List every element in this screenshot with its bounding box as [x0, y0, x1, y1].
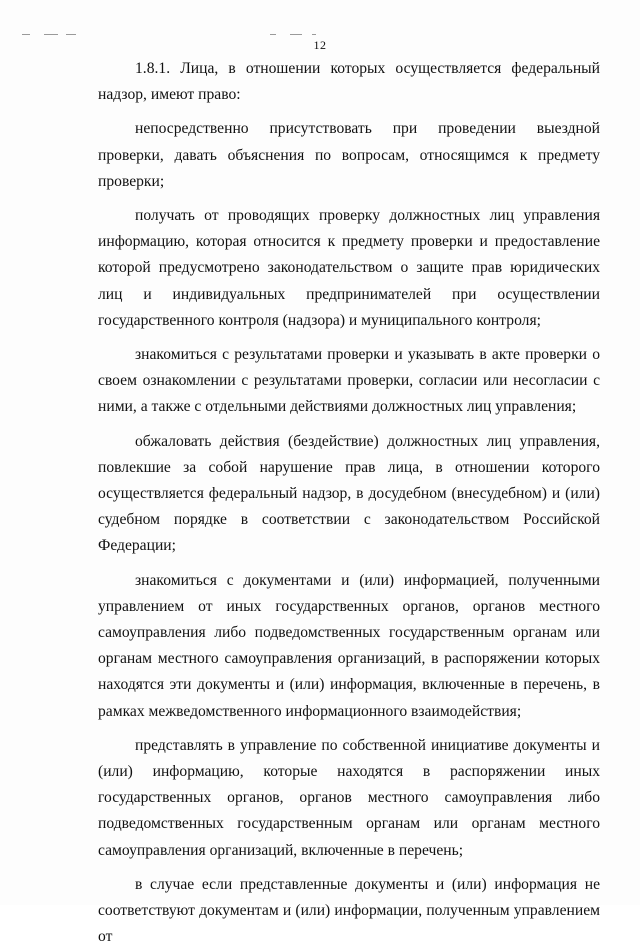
- paragraph-right-mismatch: в случае если представленные документы и (или) информация не соответствуют документам и (или) информации, полученным управлением от: [98, 875, 600, 946]
- paragraph-right-review-results: знакомиться с результатами проверки и указывать в акте проверки о своем ознакомлении с результатами проверки, согласии или несогласии с ними, а также с отдельными действиями должностных лиц управления;: [98, 346, 600, 416]
- document-body: [98, 56, 600, 951]
- page-number: 12: [313, 38, 327, 52]
- paragraph-right-review-documents: знакомиться с документами и (или) информацией, полученными управлением от иных государственных органов, органов местного самоуправления либо подведомственных государственным органам или органам местного самоуправления организаций, в распоряжении которых находятся эти документы и (или) информация, включенные в перечень, в рамках межведомственного информационного взаимодействия;: [98, 571, 600, 720]
- scan-artifact: [44, 34, 58, 35]
- paragraph-right-receive-info: получать от проводящих проверку должностных лиц управления информацию, которая относится к предмету проверки и предоставление которой предусмотрено законодательством о защите прав юридических лиц и индивидуальных предпринимателей при осуществлении государственного контроля (надзора) и муниципального контроля;: [98, 207, 600, 329]
- scan-artifact: [66, 34, 76, 35]
- paragraph-section-1-8-1: 1.8.1. Лица, в отношении которых осуществляется федеральный надзор, имеют право:: [98, 60, 600, 104]
- paragraph-right-attend: непосредственно присутствовать при проведении выездной проверки, давать объяснения по вопросам, относящимся к предмету проверки;: [98, 120, 600, 190]
- scan-artifact: [290, 34, 302, 35]
- paragraph-right-submit-documents: представлять в управление по собственной инициативе документы и (или) информацию, которые находятся в распоряжении иных государственных органов, органов местного самоуправления либо подведомственных государственным органам или органам местного самоуправления организаций, включенные в перечень;: [98, 736, 600, 859]
- paragraph-right-appeal: обжаловать действия (бездействие) должностных лиц управления, повлекшие за собой нарушение прав лица, в отношении которого осуществляется федеральный надзор, в досудебном (внесудебном) и (или) судебном порядке в соответствии с законодательством Российской Федерации;: [98, 432, 600, 555]
- scan-artifact: [22, 34, 30, 35]
- scan-artifact: [270, 34, 276, 35]
- scan-artifact: [312, 34, 316, 35]
